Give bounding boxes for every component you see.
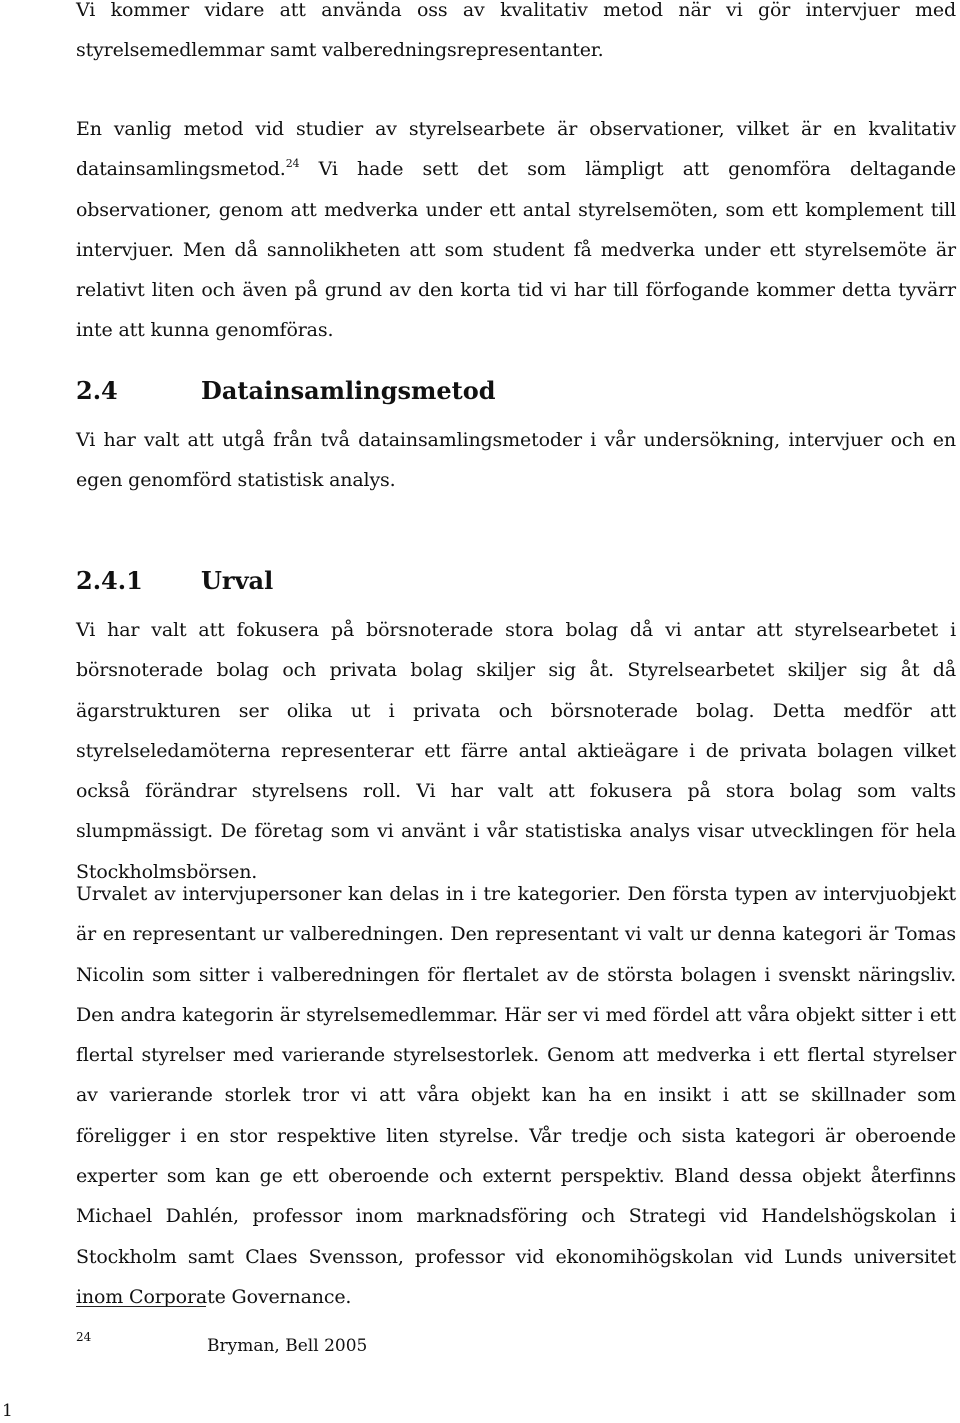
- observation-text-end: Vi hade sett det som lämpligt att genomföra deltagande observationer, genom att medverka under ett antal styrelsemöten, som ett komplement till intervjuer. Men då sannolikheten att som student få medverka under ett styrelsemöte är relativt liten och även på grund av den korta tid vi har till förfogande kommer detta tyvärr inte att kunna genomföras.: [76, 158, 956, 342]
- urval-paragraph-2: [76, 874, 956, 1317]
- footnote-mark: 24: [76, 1330, 92, 1344]
- section-title-2-4: Datainsamlingsmetod: [201, 376, 496, 405]
- urval-paragraph-2-text: Urvalet av intervjupersoner kan delas in i tre kategorier. Den första typen av intervjuobjekt är en representant ur valberedningen. Den representant vi valt ur denna kategori är Tomas Nicolin som sitter i valberedningen för flertalet av de största bolagen i svenskt näringsliv. Den andra kategorin är styrelsemedlemmar. Här ser vi med fördel att våra objekt sitter i ett flertal styrelser med varierande styrelsestorlek. Genom att medverka i ett flertal styrelser av varierande storlek tror vi att våra objekt kan ha en insikt i att se skillnader som föreligger i en stor respektive liten styrelse. Vår tredje och sista kategori är oberoende experter som kan ge ett oberoende och externt perspektiv. Bland dessa objekt återfinns Michael Dahlén, professor inom marknadsföring och Strategi vid Handelshögskolan i Stockholm samt Claes Svensson, professor vid ekonomihögskolan vid Lunds universitet inom Corporate Governance.: [76, 883, 956, 1308]
- intro-text: Vi kommer vidare att använda oss av kvalitativ metod när vi gör intervjuer med styrelsemedlemmar samt valberedningsrepresentanter.: [76, 0, 956, 62]
- section-number-2-4: 2.4: [76, 376, 118, 405]
- section-2-4-paragraph: [76, 420, 956, 501]
- section-title-2-4-1: Urval: [201, 566, 274, 595]
- section-number-2-4-1: 2.4.1: [76, 566, 143, 595]
- urval-paragraph-1: [76, 610, 956, 892]
- urval-paragraph-1-text: Vi har valt att fokusera på börsnoterade stora bolag då vi antar att styrelsearbetet i börsnoterade bolag och privata bolag skiljer sig åt. Styrelsearbetet skiljer sig åt då ägarstrukturen ser olika ut i privata och börsnoterade bolag. Detta medför att styrelseledamöterna representerar ett färre antal aktieägare i de privata bolagen vilket också förändrar styrelsens roll. Vi har valt att fokusera på stora bolag som valts slumpmässigt. De företag som vi använt i vår statistiska analys visar utvecklingen för hela Stockholmsbörsen.: [76, 619, 956, 883]
- observation-paragraph: [76, 109, 956, 351]
- section-heading-2-4-1: [76, 566, 273, 596]
- observation-text-start: En vanlig metod vid studier av styrelsearbete är observationer, vilket är en kvalitativ datainsamlingsmetod.: [76, 118, 956, 181]
- footnote-reference[interactable]: 24: [285, 157, 300, 171]
- footnote-divider: [76, 1306, 206, 1307]
- page-number: 1: [2, 1401, 13, 1421]
- intro-paragraph: [76, 0, 956, 71]
- section-2-4-text: Vi har valt att utgå från två datainsamlingsmetoder i vår undersökning, intervjuer och en egen genomförd statistisk analys.: [76, 429, 956, 492]
- footnote-text: Bryman, Bell 2005: [207, 1336, 368, 1356]
- section-heading-2-4: [76, 376, 496, 406]
